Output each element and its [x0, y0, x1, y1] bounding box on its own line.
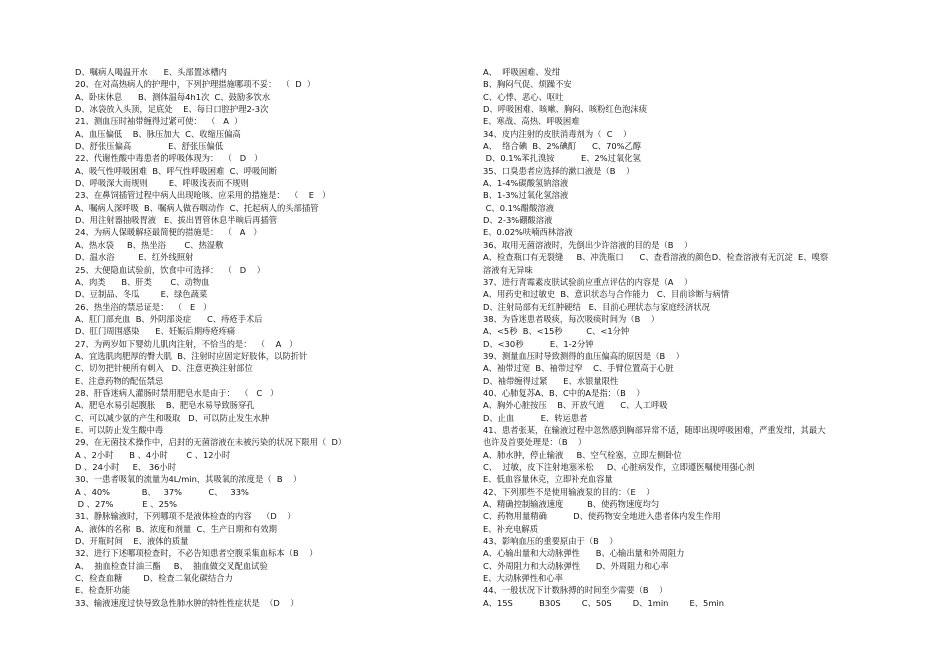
- left-text-line: 24、为病人保暖解痉最简便的措施是： （ A ）: [75, 227, 262, 238]
- left-text-line: D 、27% E 、25%: [75, 499, 178, 510]
- right-text-line: A、15S B30S C、50S D、1min E、5min: [483, 597, 724, 608]
- left-text-line: E、可以防止发生酸中毒: [75, 424, 164, 435]
- left-text-line: A、宜选肌肉肥厚的臀大肌 B、注射时应固定好肢体，以防折针: [75, 350, 308, 361]
- right-text-line: A、袖带过宽 B、袖带过窄 C、手臂位置高于心脏: [483, 363, 674, 374]
- right-text-line: 34、皮内注射的皮肤消毒剂为（ C ）: [483, 128, 632, 139]
- left-text-line: 30、一患者吸氧的流量为4L/min，其吸氧的浓度是（ B ）: [75, 474, 302, 485]
- right-text-line: 38、为昏迷患者吸痰，每次吸痰时间为（B ）: [483, 313, 660, 324]
- left-text-line: C、切勿把针梗所有刺入 D、注意更换注射部位: [75, 363, 253, 374]
- left-text-line: A 、2小时 B 、4小时 C 、12小时: [75, 449, 231, 460]
- right-text-line: 溶液有无异味: [483, 264, 533, 275]
- right-text-line: A、精确控制输液速度 B、使药物速度均匀: [483, 499, 660, 510]
- left-text-line: A 、40% B、 37% C、 33%: [75, 486, 249, 497]
- right-text-line: 43、影响血压的重要原由于（B ）: [483, 536, 618, 547]
- right-text-line: B、胸闷气促、烦躁不安: [483, 79, 572, 90]
- right-text-line: E、0.02%呋喃西林溶液: [483, 227, 573, 238]
- left-text-line: A、液体的名称 B、浓度和剂量 C、生产日期和有效期: [75, 523, 277, 534]
- left-text-line: E、检查肝功能: [75, 585, 131, 596]
- left-text-line: 31、静脉输液时，下列哪项不是液体检查的内容 （D ）: [75, 511, 296, 522]
- right-text-line: A、 络合碘 B、2%碘酊 C、70%乙醇: [483, 141, 642, 152]
- left-text-line: D、嘱病人喝温开水 E、头部置冰槽内: [75, 67, 227, 77]
- right-text-line: E、寒战、高热、呼吸困难: [483, 116, 580, 127]
- left-text-line: D、用注射器抽吸胃液 E、拔出胃管休息半晌后再插管: [75, 215, 278, 226]
- right-text-line: D、<30秒 E、1-2分钟: [483, 338, 594, 349]
- right-text-line: 40、心肺复苏A、B、C中的A是指：（B ）: [483, 387, 645, 398]
- left-text-line: D、舒张压偏高 E、舒张压偏低: [75, 141, 224, 152]
- left-text-line: 29、在无菌技术操作中，启封的无菌溶液在未被污染的状况下限用（ D）: [75, 437, 347, 448]
- left-text-line: A、肉类 B、肝类 C、动物血: [75, 276, 210, 287]
- left-text-line: 26、热坐浴的禁忌证是： （ E ）: [75, 301, 212, 312]
- left-text-line: D、肛门周围感染 E、妊娠后期痔疮疼痛: [75, 326, 236, 337]
- right-text-line: 44、一般状况下计数脉搏的时间至少需要（B ）: [483, 585, 668, 596]
- right-text-line: 42、下列那些不是使用输液泵的目的：（E ）: [483, 486, 655, 497]
- right-text-line: D、呼吸困难、咳嗽、胸闷、咳粉红色泡沫痰: [483, 104, 648, 115]
- right-text-line: C、0.1%醋酸溶液: [483, 202, 554, 213]
- left-text-line: C、可以减少氨的产生和吸取 D、可以防止发生水肿: [75, 412, 270, 423]
- left-text-line: A、肛门部充血 B、外阴部炎症 C、痔疮手术后: [75, 313, 263, 324]
- right-text-line: A、用药史和过敏史 B、意识状态与合作能力 C、目前诊断与病情: [483, 289, 730, 300]
- left-text-line: 22、代谢性酸中毒患者的呼吸体现为： （ D ）: [75, 153, 263, 164]
- right-text-line: 36、取用无菌溶液时，先倒出少许溶液的目的是（B ）: [483, 239, 693, 250]
- left-text-line: A、卧床休息 B、测体温每4h1次 C、鼓励多饮水: [75, 91, 271, 102]
- left-text-line: D、冰袋放入头顶，足底处 E、每日口腔护理2-3次: [75, 104, 269, 115]
- left-text-line: D、呼吸深大而规则 E、呼吸浅表而不规则: [75, 178, 249, 189]
- right-text-line: E、补充电解质: [483, 523, 539, 534]
- left-text-line: 28、肝昏迷病人灌肠时禁用肥皂水是由于： （ C ）: [75, 387, 279, 398]
- left-column: [75, 66, 495, 609]
- left-text-line: 33、输液速度过快导致急性肺水肿的特性性症状是 （D ）: [75, 597, 299, 608]
- right-text-line: A、<5秒 B、<15秒 C、<1分钟: [483, 326, 630, 337]
- right-text-line: E、低血容量休克，立即补充血容量: [483, 474, 613, 485]
- left-text-line: 27、为两岁如下婴幼儿肌肉注射，不恰当的是： （ A ）: [75, 338, 298, 349]
- right-text-line: D、2-3%硼酸溶液: [483, 215, 553, 226]
- left-text-line: 23、在鼻饲插管过程中病人出现呛咳、应采用的措施是： （ E ）: [75, 190, 331, 201]
- right-text-line: A、胸外心脏按压 B、开放气道 C、人工呼吸: [483, 400, 668, 411]
- left-text-line: A、热水袋 B、热坐浴 C、热湿敷: [75, 239, 224, 250]
- left-text-line: 20、在对高热病人的护理中，下列护理措施哪项不妥： （ D ）: [75, 79, 316, 90]
- right-text-line: D、注射局部有无红肿硬结 E、目前心理状态与家庭经济状况: [483, 301, 710, 312]
- left-text-line: A、吸气性呼吸困难 B、呼气性呼吸困难 C、呼吸间断: [75, 165, 277, 176]
- left-text-line: D、开瓶时间 E、液体的质量: [75, 536, 189, 547]
- right-text-line: A、 呼吸困难、发绀: [483, 67, 561, 77]
- right-text-line: D、袖带缠得过紧 E、水银量限性: [483, 375, 619, 386]
- left-text-line: D 、24小时 E、 36小时: [75, 462, 176, 472]
- right-text-line: E、大动脉弹性和心率: [483, 573, 563, 584]
- right-text-line: 39、测量血压时导致测得的血压偏高的原因是（B ）: [483, 350, 685, 361]
- right-text-line: D、止血 E、转运患者: [483, 412, 588, 423]
- left-text-line: A、 抽血检查甘油三酯 B、 抽血做交叉配血试验: [75, 560, 268, 571]
- right-text-line: C、 过敏，皮下注射地塞米松 D、心脏病发作，立即遵医嘱使用强心剂: [483, 462, 755, 472]
- left-text-line: C、检查血糖 D、检查二氧化碳结合力: [75, 573, 233, 584]
- right-column: [483, 66, 883, 609]
- left-text-line: 21、测血压时袖带缠得过紧可使： （ A ）: [75, 116, 243, 127]
- left-text-line: A、嘱病人深呼吸 B、嘱病人做吞咽动作 C、托起病人的头部插管: [75, 202, 319, 213]
- right-text-line: 也许及首要处理是：（B ）: [483, 437, 587, 448]
- right-text-line: A、检查瓶口有无裂缝 B、冲洗瓶口 C、查看溶液的颜色D、检查溶液有无沉淀 E、嗅察: [483, 252, 829, 263]
- left-text-line: D、温水浴 E、红外线照射: [75, 252, 194, 263]
- right-text-line: B、1-3%过氧化氢溶液: [483, 190, 569, 201]
- right-text-line: A、1-4%碳酸氢钠溶液: [483, 178, 569, 189]
- right-text-line: C、药物用量精确 D、使药物安全地进入患者体内发生作用: [483, 511, 721, 522]
- right-text-line: A、肺水肿，停止输液 B、空气栓塞，立即左侧卧位: [483, 449, 682, 460]
- left-text-line: A、血压偏低 B、脉压加大 C、收缩压偏高: [75, 128, 241, 139]
- right-text-line: 37、进行青霉素皮肤试验前应重点评估的内容是（A ）: [483, 276, 693, 287]
- right-text-line: C、外周阻力和大动脉弹性 D、外周阻力和心率: [483, 560, 669, 571]
- left-text-line: 25、大便隐血试验前，饮食中可选择： （ D ）: [75, 264, 266, 275]
- left-text-line: A、肥皂水易引起腹胀 B、肥皂水易导致肠穿孔: [75, 400, 255, 411]
- right-text-line: D、0.1%苯扎溴铵 E、2%过氧化氢: [483, 153, 641, 164]
- left-text-line: D、豆制品、冬瓜 E、绿色蔬菜: [75, 289, 208, 300]
- left-text-line: E、注意药物的配伍禁忌: [75, 375, 164, 386]
- left-text-line: 32、进行下述哪项检查时，不必告知患者空腹采集血标本（B ）: [75, 548, 318, 559]
- right-text-line: A、心输出量和大动脉弹性 B、心输出量和外周阻力: [483, 548, 685, 559]
- right-text-line: 41、患者张某，在输液过程中忽然感到胸部异常不适，随即出现呼吸困难，严重发绀，其最大: [483, 424, 826, 435]
- right-text-line: 35、口臭患者应选择的漱口液是（B ）: [483, 165, 635, 176]
- right-text-line: C、心悸、恶心、呕吐: [483, 91, 564, 102]
